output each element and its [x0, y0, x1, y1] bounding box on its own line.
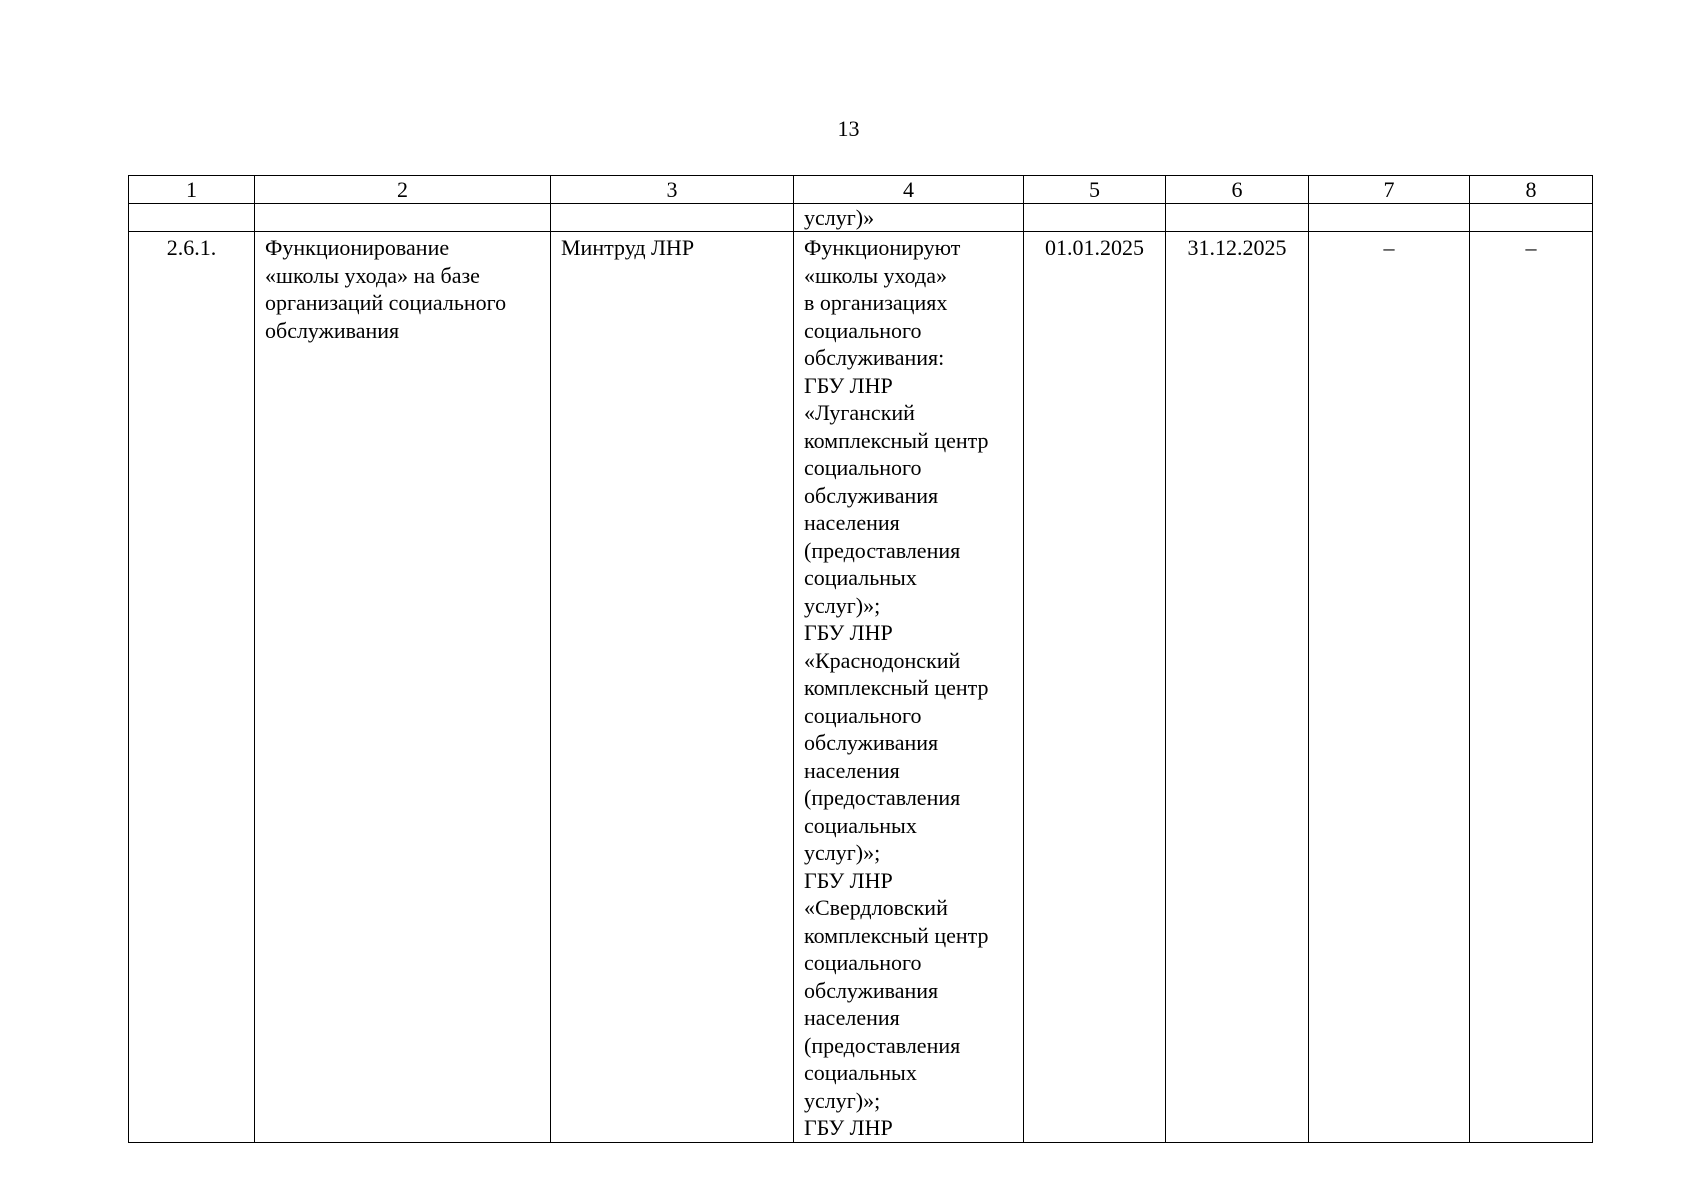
cont-cell-2: [255, 204, 551, 232]
column-number-row: [129, 176, 1593, 204]
end-date-cell: 31.12.2025: [1166, 232, 1309, 1143]
result-cell: Функционируют «школы ухода» в организациях социального обслуживания: ГБУ ЛНР «Луганский комплексный центр социального обслуживания населения (предоставления социальных услуг)»; ГБУ ЛНР «Краснодонский комплексный центр социального обслуживания населения (предоставления социальных услуг)»; ГБУ ЛНР «Свердловский комплексный центр социального обслуживания населения (предоставления социальных услуг)»; ГБУ ЛНР: [794, 232, 1024, 1143]
column-number-7: 7: [1309, 176, 1470, 204]
executor-cell: Минтруд ЛНР: [551, 232, 794, 1143]
cont-cell-1: [129, 204, 255, 232]
cont-cell-6: [1166, 204, 1309, 232]
table-row: [129, 232, 1593, 1143]
column-number-1: 1: [129, 176, 255, 204]
cont-cell-7: [1309, 204, 1470, 232]
continuation-row: [129, 204, 1593, 232]
measure-cell: Функционирование «школы ухода» на базе организаций социального обслуживания: [255, 232, 551, 1143]
row-number-cell: 2.6.1.: [129, 232, 255, 1143]
page-number: 13: [837, 116, 860, 141]
col7-cell: –: [1309, 232, 1470, 1143]
column-number-4: 4: [794, 176, 1024, 204]
plan-table: [128, 175, 1593, 1143]
cont-cell-4: услуг)»: [794, 204, 1024, 232]
start-date-cell: 01.01.2025: [1024, 232, 1166, 1143]
cont-cell-5: [1024, 204, 1166, 232]
column-number-2: 2: [255, 176, 551, 204]
column-number-5: 5: [1024, 176, 1166, 204]
column-number-8: 8: [1470, 176, 1593, 204]
col8-cell: –: [1470, 232, 1593, 1143]
column-number-3: 3: [551, 176, 794, 204]
column-number-6: 6: [1166, 176, 1309, 204]
cont-cell-3: [551, 204, 794, 232]
cont-cell-8: [1470, 204, 1593, 232]
